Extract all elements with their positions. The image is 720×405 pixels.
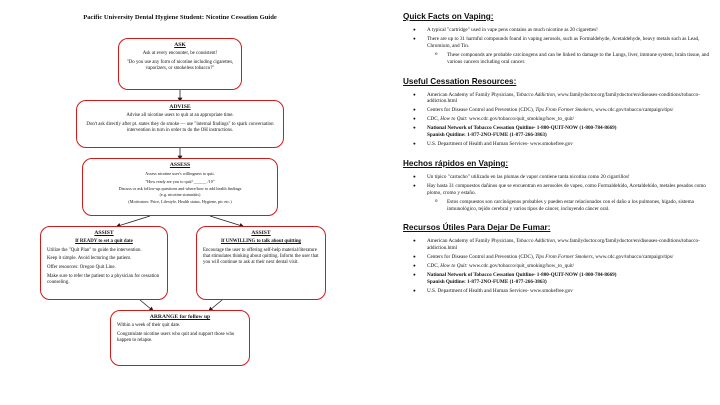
guide-title: Pacific University Dental Hygiene Student: Nicotine Cessation Guide (83, 14, 277, 21)
resources-list-en (403, 92, 713, 148)
list-item: ● National Network of Tobacco Cessation Quitline- 1-800-QUIT-NOW (1-800-784-8669) Spanish Quitline: 1-877-2NO-FUME (1-877-266-3863) (403, 125, 713, 139)
unwilling-text: Encourage the user to offering self-help material/literature that stimulates thinking about quitting. Inform the user that you will continue to ask at their next dental visit. (203, 247, 319, 266)
resources-heading-en: Useful Cessation Resources: (403, 76, 517, 86)
list-item: ● Un típico "cartucho" utilizado en las plumas de vapor contiene tanta nicotina como 20 cigarrillos! (403, 174, 713, 181)
list-item: ● Centers for Disease Control and Prevention (CDC), Tips From Former Smokers, www.cdc.gov/tobacco/campaign/tips/ (403, 107, 713, 114)
ask-heading: ASK (174, 42, 186, 48)
assess-line-4: (e.g. nicotine stomatitis) (159, 191, 201, 197)
ask-line-1: Ask at every encounter, be consistent! (142, 51, 218, 56)
list-item: ● There are up to 31 harmful compounds found in vaping aerosols, such as Formaldehyde, Acetaldehyde, heavy metals such as Lead, Chromium, and Tin. o These compounds are probable carcinogens and can be linked to damage to the Lungs, liver, immune system, brain tissue, and various cancers including oral cancer. (403, 36, 713, 66)
ready-item-3: Offer resources: Oregon Quit Line. (47, 265, 116, 271)
sub-list-item: o Estos compuestos son carcinógenos probables y pueden estar relacionados con el daño a los pulmones, hígado, sistema inmunológico, tejido cerebral y varios tipos de cáncer, incluyendo cáncer oral. (427, 199, 713, 213)
resource-link[interactable]: www.familydoctor.org/familydoctor/en/diseases-conditions/tobacco-addiction.html (427, 91, 700, 105)
quick-facts-list (403, 27, 713, 66)
quick-facts-heading: Quick Facts on Vaping: (403, 12, 494, 21)
advise-heading: ADVISE (169, 104, 191, 110)
ready-label: If READY to set a quit date (75, 239, 133, 244)
unwilling-label: If UNWILLING to talk about quitting (220, 239, 302, 244)
assess-heading: ASSESS (169, 162, 191, 168)
list-item: ● U.S. Department of Health and Human Services- www.smokefree.gov (403, 141, 713, 148)
resources-list-es (403, 238, 713, 294)
arrow-assess-ready (118, 216, 150, 226)
list-item: ● Hay hasta 31 compuestos dañinos que se encuentran en aerosoles de vapeo, como Formaldehído, Acetaldehído, metales pesados como plomo, cromo y estaño. o Estos compuestos son carcinógenos probables y pueden estar relacionados con el daño a los pulmones, hígado, sistema inmunológico, tejido cerebral y varios tipos de cáncer, incluyendo cáncer oral. (403, 183, 713, 213)
resource-link[interactable]: www.cdc.gov/tobacco/campaign/tips/ (595, 107, 674, 114)
arrow-ready-arrange (140, 300, 152, 310)
resource-link[interactable]: www.cdc.gov/tobacco/quit_smoking/how_to_quit/ (468, 263, 575, 270)
arrange-line-1: Within a week of their quit date. (117, 323, 181, 328)
ask-line-2: "Do you use any form of nicotine including cigarettes, vaporizers, or smokeless tobacco?" (126, 59, 234, 71)
assess-line-3: Discuss or ask follow-up questions and where/how to add health findings (118, 186, 242, 192)
advise-line-1: Advise all nicotine users to quit at an appropriate time. (126, 113, 234, 118)
assist-heading: ASSIST (94, 230, 114, 236)
list-item: ● U.S. Department of Health and Human Services- www.smokefree.gov (403, 288, 713, 295)
list-item: ● CDC, How to Quit: www.cdc.gov/tobacco/quit_smoking/how_to_quit/ (403, 116, 713, 123)
assess-line-1: Assess nicotine user's willingness to quit. (145, 171, 215, 176)
arrange-box (110, 310, 250, 366)
resource-link[interactable]: www.cdc.gov/tobacco/quit_smoking/how_to_quit/ (468, 116, 575, 123)
ready-item-2: Keep it simple. Avoid lecturing the patient. (47, 256, 132, 262)
assist-heading-2: ASSIST (251, 230, 271, 236)
ready-item-4: Make sure to refer the patient to a physician for cessation counseling. (47, 273, 160, 286)
hechos-heading: Hechos rápidos en Vaping: (403, 158, 509, 168)
list-item: ● American Academy of Family Physicians, Tobacco Addiction, www.familydoctor.org/familydoctor/en/diseases-conditions/tobacco-addiction.html (403, 238, 713, 252)
resource-link[interactable]: www.familydoctor.org/familydoctor/en/diseases-conditions/tobacco-addiction.html (427, 238, 700, 252)
list-item: ● National Network of Tobacco Cessation Quitline- 1-800-QUIT-NOW (1-800-784-8669) Spanish Quitline: 1-877-2NO-FUME (1-877-266-3863) (403, 272, 713, 286)
arrange-line-2: Congratulate nicotine users who quit and support those who happen to relapse. (117, 331, 235, 343)
assess-line-2: "How ready are you to quit? ______ /10" (145, 178, 215, 184)
resources-heading-es: Recursos Útiles Para Dejar De Fumar: (403, 223, 551, 233)
ready-item-1: Utilize the "Quit Plan" to guide the intervention. (47, 247, 142, 253)
vaping-facts-page (360, 0, 720, 405)
list-item: ● CDC, How to Quit: www.cdc.gov/tobacco/quit_smoking/how_to_quit/ (403, 263, 713, 270)
advise-box (76, 100, 284, 148)
ask-box (118, 38, 242, 90)
arrange-heading: ARRANGE for follow up (149, 314, 211, 320)
sub-list-item: o These compounds are probable carcinogens and can be linked to damage to the Lungs, liver, immune system, brain tissue, and various cancers including oral cancer. (427, 52, 713, 66)
advise-line-2: Don't ask directly after pt. states they do smoke — use "internal findings" to spark conversation intervention in turn in order to do the OH instructions. (86, 121, 274, 133)
arrow-assess-unwilling (210, 216, 242, 226)
assist-unwilling-box (196, 226, 326, 300)
arrow-unwilling-arrange (210, 300, 222, 310)
resource-link[interactable]: www.cdc.gov/tobacco/campaign/tips/ (595, 254, 674, 261)
assess-line-5: (Motivators: Price, Lifestyle, Health status, Hygiene, pic etc.) (128, 199, 232, 205)
assist-ready-box (40, 226, 168, 300)
hechos-list (403, 174, 713, 213)
list-item: ● A typical "cartridge" used in vape pens contains as much nicotine as 20 cigarettes! (403, 27, 713, 34)
list-item: ● American Academy of Family Physicians, Tobacco Addiction, www.familydoctor.org/familydoctor/en/diseases-conditions/tobacco-addiction.html (403, 92, 713, 106)
list-item: ● Centers for Disease Control and Prevention (CDC), Tips From Former Smokers, www.cdc.gov/tobacco/campaign/tips/ (403, 254, 713, 261)
assess-box (82, 158, 278, 216)
